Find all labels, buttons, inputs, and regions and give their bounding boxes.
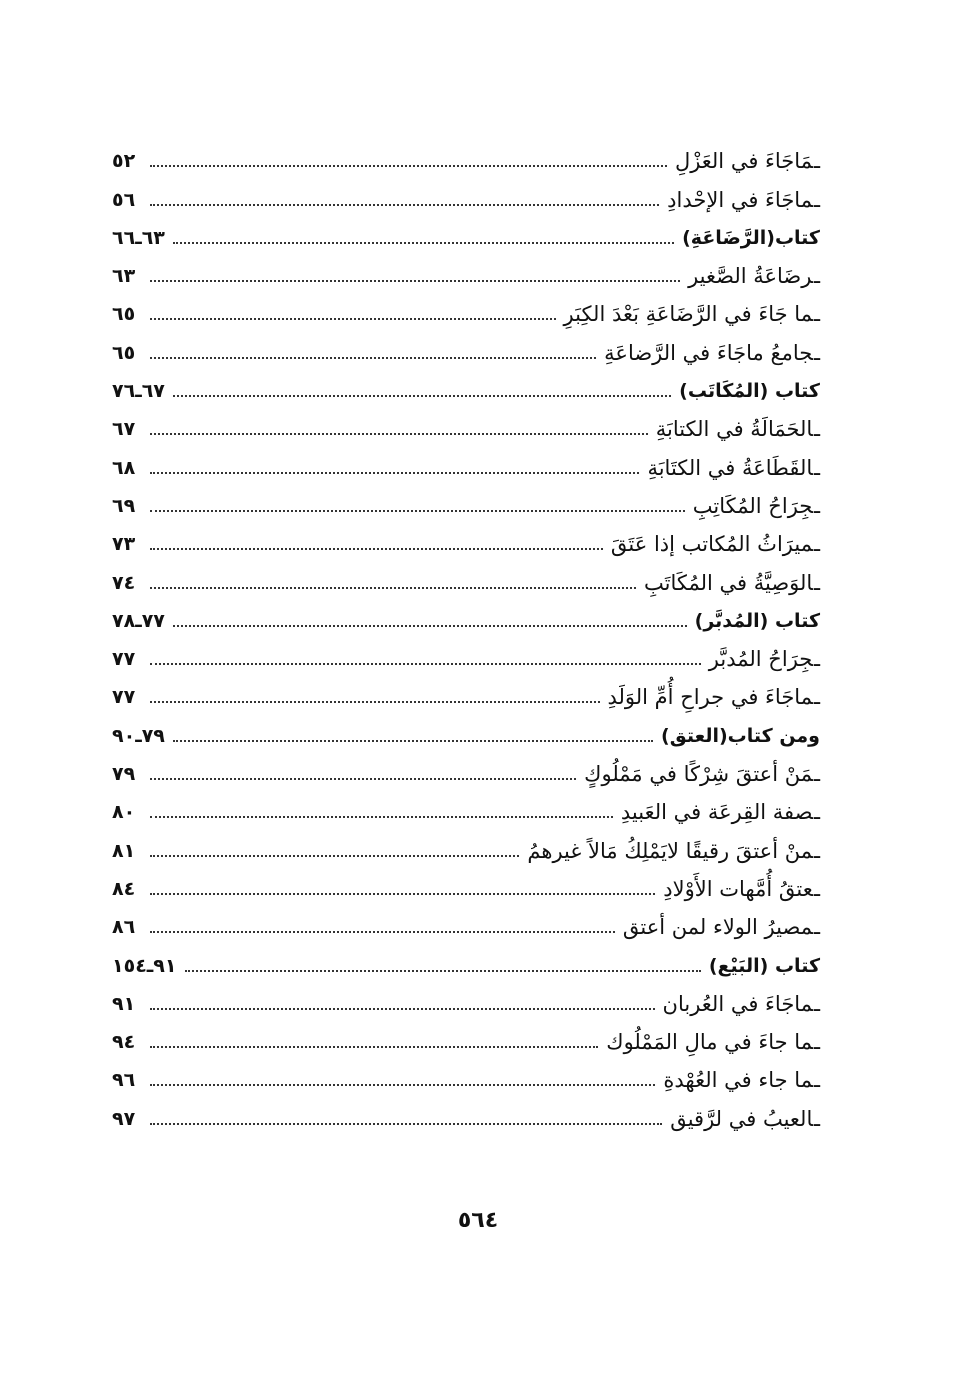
toc-page-ref: ٦٨ xyxy=(112,456,136,479)
page-number: ٥٦٤ xyxy=(457,1208,499,1233)
toc-entry-title: ـ ما جاء في العُهْدةِ xyxy=(663,1065,820,1095)
toc-row xyxy=(112,176,820,214)
toc-row xyxy=(112,674,820,712)
toc-entry-title: ـ ماجَاءَ في الإحْدادِ xyxy=(667,185,820,215)
toc-row xyxy=(112,291,820,329)
toc-row xyxy=(112,712,820,750)
dot-leader xyxy=(150,1122,662,1125)
dot-leader xyxy=(173,624,687,627)
toc-page-ref: ٦٧ـ٧٦ xyxy=(112,380,165,403)
dot-leader xyxy=(185,969,701,972)
toc-row xyxy=(112,329,820,367)
toc-row xyxy=(112,483,820,521)
toc-page-ref: ٦٥ xyxy=(112,341,136,364)
toc-entry-title: ـ ماجَاءَ في العُربان xyxy=(663,989,820,1019)
toc-row xyxy=(112,215,820,253)
toc-row xyxy=(112,521,820,559)
dot-leader xyxy=(173,739,653,742)
toc-entry-title: ـ الحَمَالَةُ في الكتابَةِ xyxy=(656,414,820,444)
toc-entry-title: كتاب (المُكَاتَب) xyxy=(679,380,820,403)
dot-leader xyxy=(150,777,576,780)
toc-entry-title: ومن كتاب(العتق) xyxy=(661,724,820,747)
toc-row xyxy=(112,789,820,827)
toc-page-ref: ٨١ xyxy=(112,839,136,862)
toc-row xyxy=(112,1057,820,1095)
toc-entry-title: ـ مصيرُ الولاء لمن أعتق xyxy=(623,912,820,942)
toc-entry-title: ـ جِرَاحُ المُكَاتِبِ xyxy=(693,491,820,521)
toc-entry-title: ـ مَنْ أعتقَ شِرْكًا في مَمْلُوكٍ xyxy=(584,759,820,789)
toc-page-ref: ٨٠ xyxy=(112,801,136,824)
toc-entry-title: ـ مَاجَاءَ في العَزْلِ xyxy=(675,146,820,176)
dot-leader xyxy=(150,547,603,550)
toc-page-ref: ٦٣ xyxy=(112,265,136,288)
toc-page-ref: ٦٧ xyxy=(112,418,136,441)
toc-page-ref: ٧٩ـ٩٠ xyxy=(112,724,165,747)
toc-row xyxy=(112,751,820,789)
toc-row xyxy=(112,636,820,674)
toc-page-ref: ٨٦ xyxy=(112,916,136,939)
dot-leader xyxy=(150,854,519,857)
toc-entry-title: ـ القَطَاعَةُ في الكتَابَةِ xyxy=(647,453,820,483)
toc-entry-title: ـ جامعُ ماجَاءَ في الرَّضاعَةِ xyxy=(604,338,820,368)
toc-entry-title: ـ صفة القِرعَة في العَبيدِ xyxy=(621,797,820,827)
dot-leader xyxy=(150,471,639,474)
toc-entry-title: ـ ما جاءَ في مالِ المَمْلُوك xyxy=(606,1027,820,1057)
toc-page-ref: ٦٩ xyxy=(112,494,136,517)
dot-leader xyxy=(150,1007,655,1010)
toc-row xyxy=(112,598,820,636)
dot-leader xyxy=(150,662,701,665)
toc-entry-title: ـ ميرَاثُ المُكاتب إذا عَتَقَ xyxy=(611,529,820,559)
dot-leader xyxy=(150,586,636,589)
toc-row xyxy=(112,981,820,1019)
toc-entry-title: ـ ماجَاءَ في جراحِ أُمِّ الوَلَدِ xyxy=(608,682,821,712)
toc-page-ref: ٩٧ xyxy=(112,1107,136,1130)
toc-page-ref: ٩١ـ١٥٤ xyxy=(112,954,177,977)
dot-leader xyxy=(150,203,659,206)
toc-row xyxy=(112,406,820,444)
toc-row xyxy=(112,444,820,482)
toc-entry-title: ـ الوَصِيَّةُ في المُكَاتَبِ xyxy=(644,568,820,598)
table-of-contents xyxy=(112,138,820,1134)
toc-row xyxy=(112,368,820,406)
toc-entry-title: كتاب (البَيْع) xyxy=(708,954,820,977)
toc-row xyxy=(112,904,820,942)
toc-row xyxy=(112,827,820,865)
toc-entry-title: ـ العيبُ في لرَّقيق xyxy=(670,1104,820,1134)
toc-page-ref: ٦٥ xyxy=(112,303,136,326)
toc-page-ref: ٧٧ xyxy=(112,686,136,709)
toc-entry-title: ـ رضَاعَةُ الصَّغير xyxy=(688,261,820,291)
toc-row xyxy=(112,1019,820,1057)
dot-leader xyxy=(150,700,600,703)
dot-leader xyxy=(150,356,596,359)
dot-leader xyxy=(150,930,615,933)
toc-page-ref: ٥٦ xyxy=(112,188,136,211)
toc-row xyxy=(112,942,820,980)
toc-entry-title: ـ منْ أعتقَ رقيقًا لايَمْلِكُ مَالاً غيرهمُ xyxy=(527,836,820,866)
toc-entry-title: ـ جِرَاحُ المُدبَّر xyxy=(709,644,820,674)
toc-page-ref: ٧٧ـ٧٨ xyxy=(112,609,165,632)
dot-leader xyxy=(173,394,671,397)
dot-leader xyxy=(150,1045,598,1048)
dot-leader xyxy=(150,1083,655,1086)
dot-leader xyxy=(150,164,667,167)
toc-page-ref: ٦٣ـ٦٦ xyxy=(112,226,165,249)
toc-entry-title: ـ ما جَاءَ في الرَّضَاعَةِ بَعْدَ الكِبَرِ xyxy=(564,299,820,329)
dot-leader xyxy=(150,815,613,818)
dot-leader xyxy=(150,432,648,435)
dot-leader xyxy=(150,892,655,895)
toc-entry-title: كتاب(الرَّضَاعَةِ) xyxy=(682,226,820,249)
toc-row xyxy=(112,138,820,176)
toc-row xyxy=(112,253,820,291)
toc-page-ref: ٩٦ xyxy=(112,1069,136,1092)
toc-page-ref: ٩٤ xyxy=(112,1031,136,1054)
dot-leader xyxy=(150,509,685,512)
dot-leader xyxy=(150,279,680,282)
toc-page-ref: ٧٣ xyxy=(112,533,136,556)
toc-row xyxy=(112,866,820,904)
toc-page-ref: ٧٩ xyxy=(112,763,136,786)
toc-page-ref: ٧٤ xyxy=(112,571,136,594)
dot-leader xyxy=(173,241,674,244)
toc-entry-title: ـ عتقُ أُمَّهات الأَوْلادِ xyxy=(663,874,820,904)
toc-row xyxy=(112,559,820,597)
toc-entry-title: كتاب (المُدبَّر) xyxy=(694,609,820,632)
toc-page-ref: ٩١ xyxy=(112,992,136,1015)
toc-row xyxy=(112,1095,820,1133)
toc-page-ref: ٥٢ xyxy=(112,150,136,173)
dot-leader xyxy=(150,317,556,320)
toc-page-ref: ٧٧ xyxy=(112,648,136,671)
toc-page-ref: ٨٤ xyxy=(112,877,136,900)
